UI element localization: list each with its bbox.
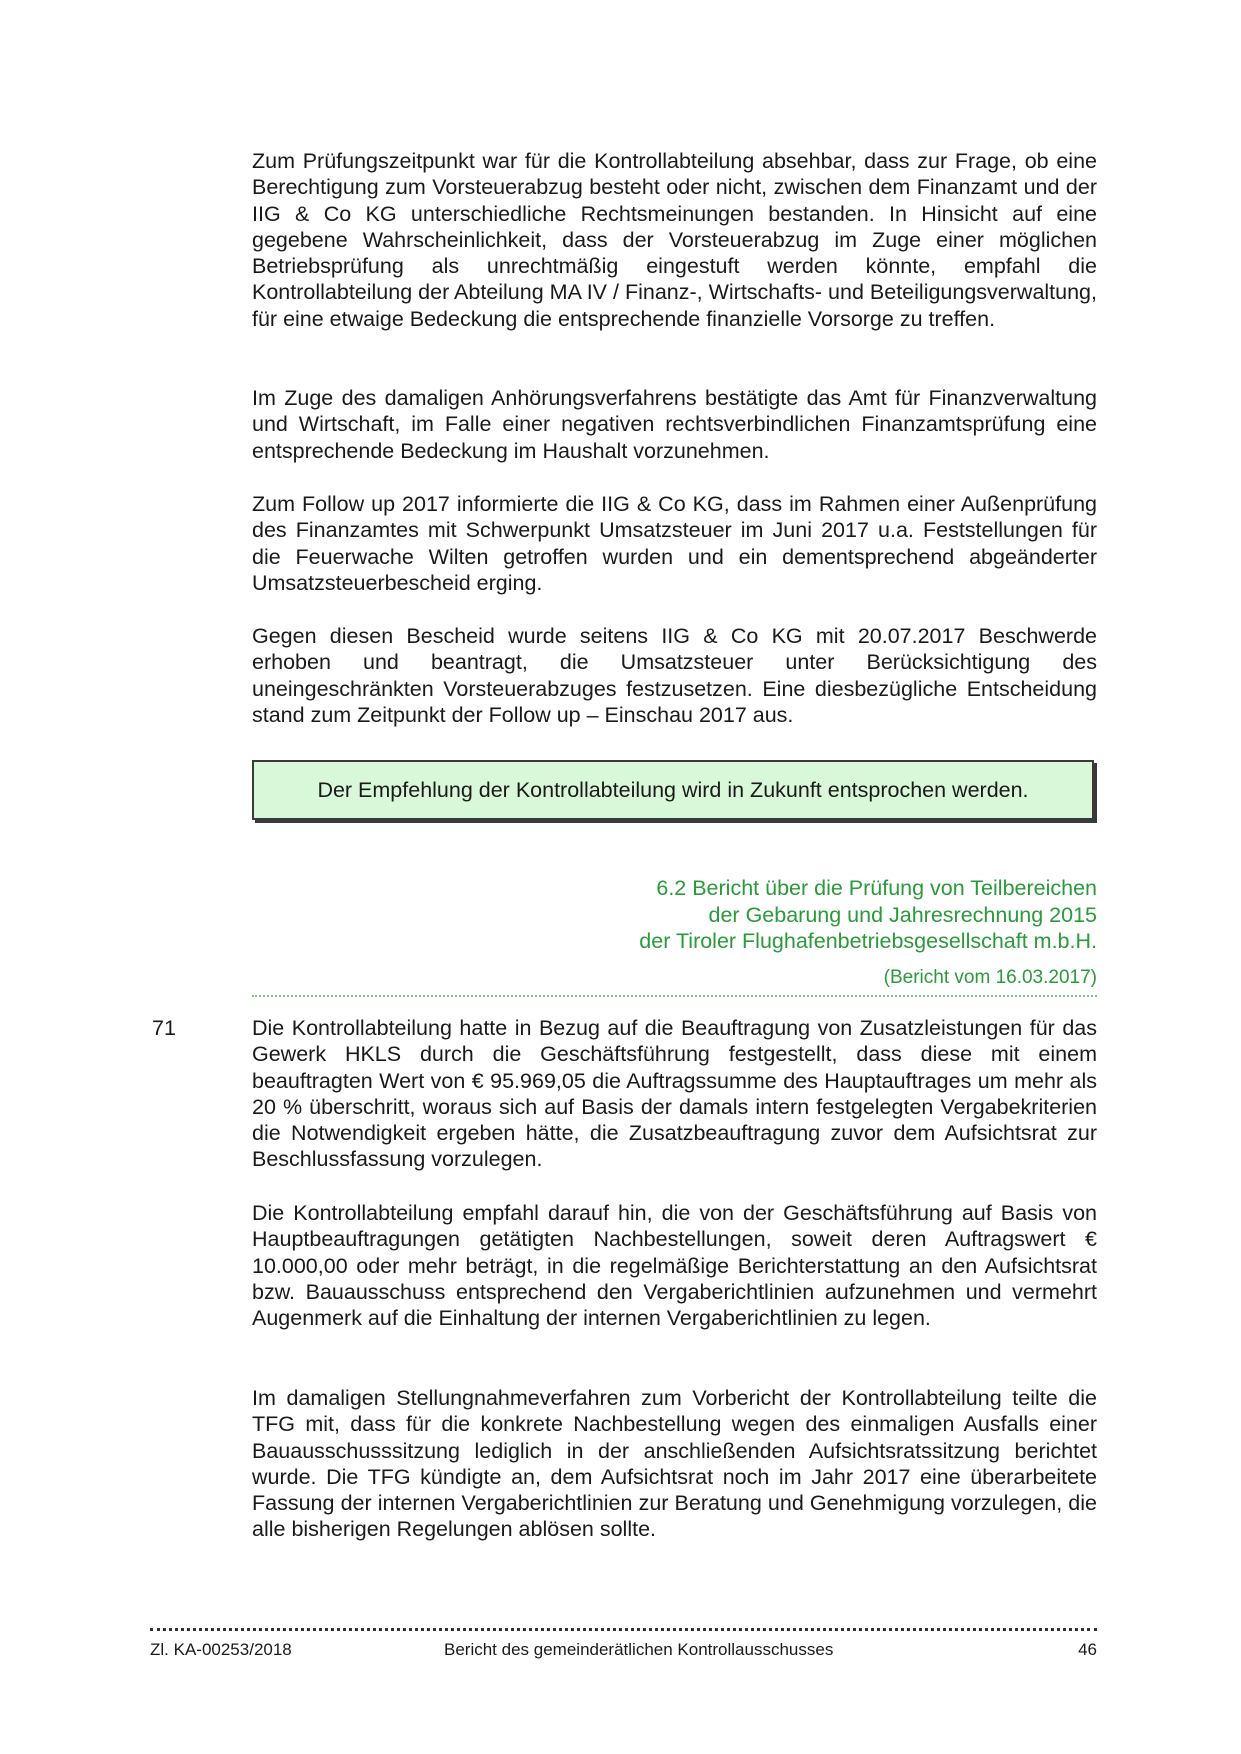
- section-heading-line1: 6.2 Bericht über die Prüfung von Teilbereichen: [656, 876, 1097, 900]
- highlight-box-text: Der Empfehlung der Kontrollabteilung wird in Zukunft entsprochen werden.: [317, 777, 1029, 802]
- paragraph-6: Die Kontrollabteilung empfahl darauf hin, die von der Geschäftsführung auf Basis von Hauptbeauftragungen getätigten Nachbestellungen, soweit deren Auftragswert € 10.000,00 oder mehr beträgt, in die regelmäßige Berichterstattung an den Aufsichtsrat bzw. Bauausschuss entsprechend den Vergaberichtlinien aufzunehmen und vermehrt Augenmerk auf die Einhaltung der internen Vergaberichtlinien zu legen.: [252, 1201, 1097, 1331]
- footer-reference: Zl. KA-00253/2018: [150, 1640, 292, 1659]
- page-number: 46: [1078, 1640, 1097, 1659]
- highlight-box: [252, 760, 1094, 820]
- section-heading-line3: der Tiroler Flughafenbetriebsgesellschaft m.b.H.: [639, 929, 1097, 953]
- paragraph-3: Zum Follow up 2017 informierte die IIG & Co KG, dass im Rahmen einer Außenprüfung des Finanzamtes mit Schwerpunkt Umsatzsteuer im Juni 2017 u.a. Feststellungen für die Feuerwache Wilten getroffen wurden und ein dementsprechend abgeänderter Umsatzsteuerbescheid erging.: [252, 492, 1097, 595]
- paragraph-7: Im damaligen Stellungnahmeverfahren zum Vorbericht der Kontrollabteilung teilte die TFG mit, dass für die konkrete Nachbestellung wegen des einmaligen Ausfalls einer Bauausschusssitzung lediglich in der anschließenden Aufsichtsratssitzung berichtet wurde. Die TFG kündigte an, dem Aufsichtsrat noch im Jahr 2017 eine überarbeitete Fassung der internen Vergaberichtlinien zur Beratung und Genehmigung vorzulegen, die alle bisherigen Regelungen ablösen sollte.: [252, 1386, 1097, 1542]
- footer-divider: [150, 1628, 1097, 1631]
- paragraph-5: Die Kontrollabteilung hatte in Bezug auf die Beauftragung von Zusatzleistungen für das Gewerk HKLS durch die Geschäftsführung festgestellt, dass diese mit einem beauftragten Wert von € 95.969,05 die Auftragssumme des Hauptauftrages um mehr als 20 % überschritt, woraus sich auf Basis der damals intern festgelegten Vergabekriterien die Notwendigkeit ergeben hätte, die Zusatzbeauftragung zuvor dem Aufsichtsrat zur Beschlussfassung vorzulegen.: [252, 1016, 1097, 1172]
- paragraph-2: Im Zuge des damaligen Anhörungsverfahrens bestätigte das Amt für Finanzverwaltung und Wirtschaft, im Falle einer negativen rechtsverbindlichen Finanzamtsprüfung eine entsprechende Bedeckung im Haushalt vorzunehmen.: [252, 386, 1097, 463]
- item-number: 71: [152, 1016, 176, 1040]
- paragraph-4: Gegen diesen Bescheid wurde seitens IIG & Co KG mit 20.07.2017 Beschwerde erhoben und beantragt, die Umsatzsteuer unter Berücksichtigung des uneingeschränkten Vorsteuerabzuges festzusetzen. Eine diesbezügliche Entscheidung stand zum Zeitpunkt der Follow up – Einschau 2017 aus.: [252, 624, 1097, 727]
- footer-title: Bericht des gemeinderätlichen Kontrollausschusses: [444, 1640, 834, 1659]
- paragraph-1: Zum Prüfungszeitpunkt war für die Kontrollabteilung absehbar, dass zur Frage, ob eine Berechtigung zum Vorsteuerabzug besteht oder nicht, zwischen dem Finanzamt und der IIG & Co KG unterschiedliche Rechtsmeinungen bestanden. In Hinsicht auf eine gegebene Wahrscheinlichkeit, dass der Vorsteuerabzug im Zuge einer möglichen Betriebsprüfung als unrechtmäßig eingestuft werden könnte, empfahl die Kontrollabteilung der Abteilung MA IV / Finanz-, Wirtschafts- und Beteiligungsverwaltung, für eine etwaige Bedeckung die entsprechende finanzielle Vorsorge zu treffen.: [252, 149, 1097, 331]
- section-heading-line2: der Gebarung und Jahresrechnung 2015: [708, 902, 1097, 927]
- report-date: (Bericht vom 16.03.2017): [883, 967, 1097, 988]
- section-heading: [639, 875, 1097, 955]
- section-divider: [252, 995, 1097, 997]
